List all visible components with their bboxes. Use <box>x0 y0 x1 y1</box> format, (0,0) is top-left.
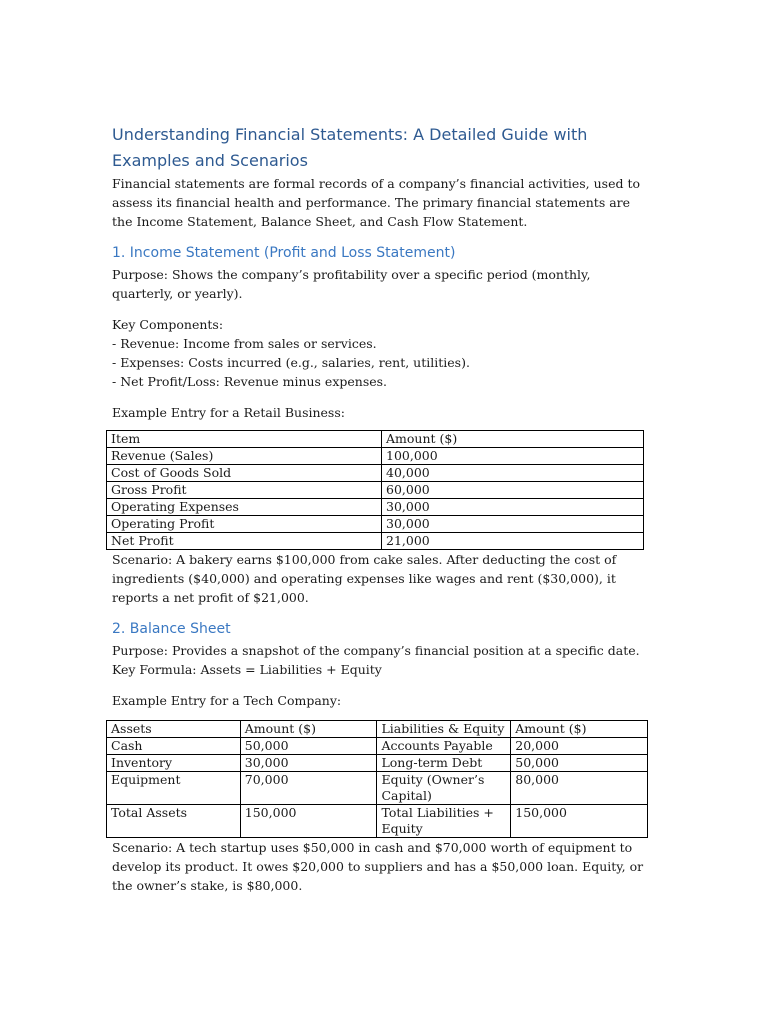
header-cell: Amount ($) <box>382 431 644 448</box>
table-cell: 150,000 <box>511 805 648 838</box>
intro-paragraph: Financial statements are formal records of a company’s financial activities, used to assess its financial health and performance. The primary financial statements are the Income Statement, Balance Sheet, and Cash Flow Statement. <box>112 176 641 229</box>
balance-scenario: Scenario: A tech startup uses $50,000 in cash and $70,000 worth of equipment to develop its product. It owes $20,000 to suppliers and has a $50,000 loan. Equity, or the owner’s stake, is $80,000. <box>112 840 644 893</box>
table-cell: Cash <box>107 738 241 755</box>
document-page <box>112 122 652 895</box>
table-row <box>107 516 644 533</box>
income-example-label: Example Entry for a Retail Business: <box>112 405 345 420</box>
table-cell: 50,000 <box>511 755 648 772</box>
header-cell: Liabilities & Equity <box>377 721 511 738</box>
header-cell: Amount ($) <box>511 721 648 738</box>
table-row <box>107 465 644 482</box>
table-cell: 40,000 <box>382 465 644 482</box>
table-cell: 30,000 <box>382 499 644 516</box>
key-components <box>112 315 652 391</box>
table-row <box>107 738 648 755</box>
income-statement-heading: 1. Income Statement (Profit and Loss Statement) <box>112 245 456 261</box>
table-header-row <box>107 721 648 738</box>
table-row <box>107 499 644 516</box>
table-cell: Total Liabilities + Equity <box>377 805 511 838</box>
income-table <box>106 430 644 550</box>
table-cell: 21,000 <box>382 533 644 550</box>
balance-sheet-heading: 2. Balance Sheet <box>112 621 231 637</box>
table-row <box>107 805 648 838</box>
header-cell: Item <box>107 431 382 448</box>
table-cell: Cost of Goods Sold <box>107 465 382 482</box>
component-item: - Net Profit/Loss: Revenue minus expenses. <box>112 374 388 389</box>
table-row <box>107 772 648 805</box>
table-row <box>107 448 644 465</box>
table-cell: 70,000 <box>240 772 377 805</box>
table-row <box>107 533 644 550</box>
balance-table <box>106 720 648 838</box>
header-cell: Assets <box>107 721 241 738</box>
table-cell: 150,000 <box>240 805 377 838</box>
table-cell: Gross Profit <box>107 482 382 499</box>
document-title: Understanding Financial Statements: A Detailed Guide with Examples and Scenarios <box>112 125 588 170</box>
table-cell: 60,000 <box>382 482 644 499</box>
income-scenario: Scenario: A bakery earns $100,000 from cake sales. After deducting the cost of ingredients ($40,000) and operating expenses like wages and rent ($30,000), it reports a net profit of $21,000. <box>112 552 617 605</box>
table-cell: 50,000 <box>240 738 377 755</box>
table-cell: 80,000 <box>511 772 648 805</box>
income-purpose: Purpose: Shows the company’s profitability over a specific period (monthly, quarterly, or yearly). <box>112 267 591 301</box>
table-cell: Operating Profit <box>107 516 382 533</box>
table-cell: Equipment <box>107 772 241 805</box>
table-cell: Revenue (Sales) <box>107 448 382 465</box>
table-cell: 30,000 <box>382 516 644 533</box>
table-cell: Long-term Debt <box>377 755 511 772</box>
table-cell: Net Profit <box>107 533 382 550</box>
balance-purpose: Purpose: Provides a snapshot of the company’s financial position at a specific date. <box>112 643 640 658</box>
table-cell: 30,000 <box>240 755 377 772</box>
table-cell: Inventory <box>107 755 241 772</box>
table-cell: Total Assets <box>107 805 241 838</box>
table-cell: 20,000 <box>511 738 648 755</box>
balance-example-label: Example Entry for a Tech Company: <box>112 693 342 708</box>
component-item: - Revenue: Income from sales or services. <box>112 336 377 351</box>
component-item: - Expenses: Costs incurred (e.g., salaries, rent, utilities). <box>112 355 470 370</box>
table-cell: Equity (Owner’s Capital) <box>377 772 511 805</box>
table-cell: 100,000 <box>382 448 644 465</box>
table-cell: Accounts Payable <box>377 738 511 755</box>
table-row <box>107 482 644 499</box>
table-cell: Operating Expenses <box>107 499 382 516</box>
table-row <box>107 755 648 772</box>
balance-formula: Key Formula: Assets = Liabilities + Equity <box>112 662 382 677</box>
header-cell: Amount ($) <box>240 721 377 738</box>
key-components-title: Key Components: <box>112 317 224 332</box>
table-header-row <box>107 431 644 448</box>
